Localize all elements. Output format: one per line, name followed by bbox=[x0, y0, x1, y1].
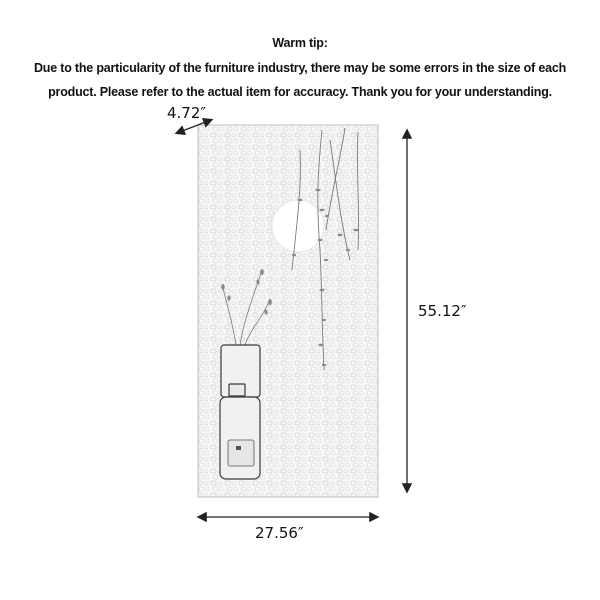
vase-illustration bbox=[220, 345, 260, 479]
width-dimension-label: 27.56″ bbox=[255, 524, 304, 542]
warm-tip-text-line-2: product. Please refer to the actual item for accuracy. Thank you for your understanding. bbox=[48, 85, 552, 99]
depth-dimension-label: 4.72″ bbox=[167, 104, 207, 122]
height-dimension-label: 55.12″ bbox=[418, 302, 467, 320]
warm-tip-title: Warm tip: bbox=[272, 36, 328, 50]
warm-tip-text-line-1: Due to the particularity of the furniture industry, there may be some errors in the size of each bbox=[33, 61, 567, 75]
